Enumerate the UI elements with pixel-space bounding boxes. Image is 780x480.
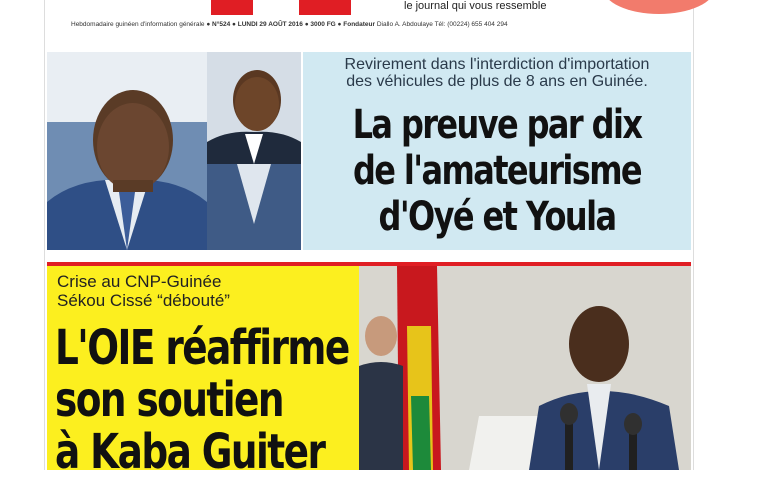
top-story-headline-line: de l'amateurisme xyxy=(352,148,642,194)
bottom-story-headline xyxy=(55,322,349,478)
top-story-headline xyxy=(342,102,652,240)
top-story-kicker xyxy=(303,56,691,90)
portrait-photo-secondary xyxy=(207,52,301,250)
top-story-headline-line: La preuve par dix xyxy=(352,102,642,148)
founder-name: Diallo A. Abdoulaye xyxy=(376,21,433,28)
top-story-panel xyxy=(303,52,691,250)
issue-info-bar xyxy=(71,21,508,28)
contact-phone: Tél: (00224) 655 404 294 xyxy=(434,21,508,28)
bullet-icon: ● xyxy=(337,21,344,28)
bullet-icon: ● xyxy=(206,21,213,28)
masthead-logo-fragment-left xyxy=(211,0,253,15)
portrait-photo-secondary-crop xyxy=(207,52,301,164)
bullet-icon: ● xyxy=(232,21,238,28)
event-photo xyxy=(359,266,691,470)
bottom-story-kicker xyxy=(57,272,230,310)
bullet-icon: ● xyxy=(304,21,311,28)
issue-price: 3000 FG xyxy=(310,21,336,28)
founder-label: Fondateur xyxy=(343,21,376,28)
masthead-logo-fragment-right xyxy=(299,0,351,15)
top-story-kicker-line: Revirement dans l'interdiction d'importation xyxy=(344,56,650,73)
newspaper-front-page xyxy=(44,0,694,480)
top-story xyxy=(47,52,691,252)
bottom-story-panel xyxy=(47,266,359,480)
bottom-story-kicker-line: Crise au CNP-Guinée xyxy=(57,272,222,291)
bottom-story-headline-line: son soutien xyxy=(55,372,283,428)
bottom-story-headline-line: à Kaba Guiter xyxy=(55,424,325,480)
bottom-story-kicker-line: Sékou Cissé “débouté” xyxy=(57,291,230,310)
issue-number: N°524 xyxy=(212,21,231,28)
portrait-photo-main xyxy=(47,52,207,250)
masthead-tagline: le journal qui vous ressemble xyxy=(404,0,547,12)
paper-description: Hebdomadaire guinéen d'information générale xyxy=(71,21,205,28)
bottom-story-headline-line: L'OIE réaffirme xyxy=(55,320,349,376)
masthead-badge xyxy=(603,0,715,14)
top-story-headline-line: d'Oyé et Youla xyxy=(378,194,616,240)
top-story-kicker-line: des véhicules de plus de 8 ans en Guinée. xyxy=(346,73,648,90)
issue-date: LUNDI 29 AOÛT 2016 xyxy=(237,21,303,28)
